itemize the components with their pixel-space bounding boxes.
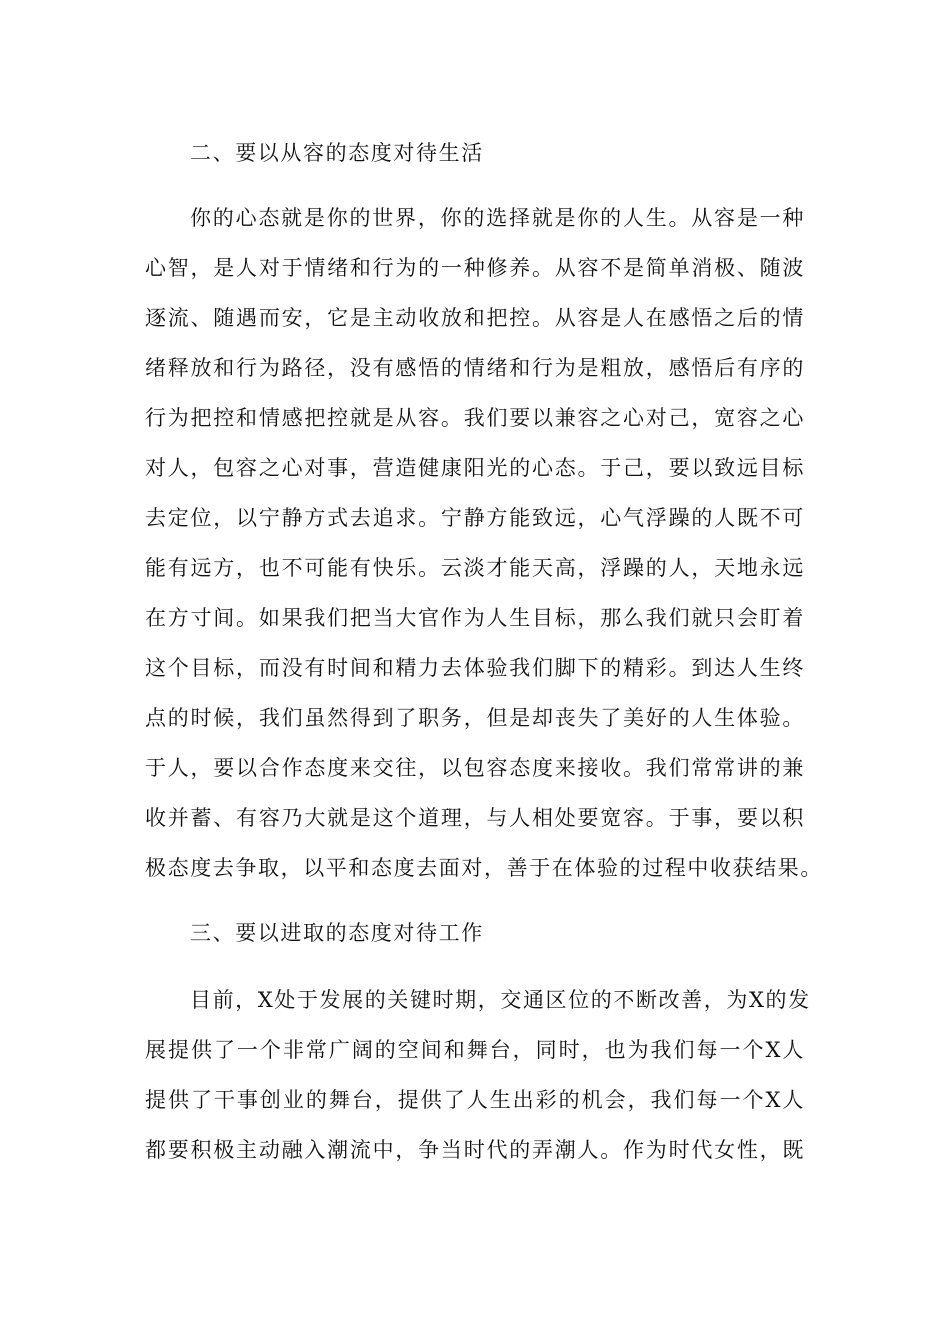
paragraph-1-line: 绪释放和行为路径，没有感悟的情绪和行为是粗放，感悟后有序的	[145, 356, 805, 380]
paragraph-1-line: 这个目标，而没有时间和精力去体验我们脚下的精彩。到达人生终	[145, 656, 805, 680]
paragraph-1-line: 行为把控和情感把控就是从容。我们要以兼容之心对己，宽容之心	[145, 406, 805, 430]
paragraph-1-line: 收并蓄、有容乃大就是这个道理，与人相处要宽容。于事，要以积	[145, 806, 805, 830]
paragraph-1-line: 你的心态就是你的世界，你的选择就是你的人生。从容是一种	[190, 206, 805, 230]
paragraph-1-line: 在方寸间。如果我们把当大官作为人生目标，那么我们就只会盯着	[145, 606, 805, 630]
paragraph-1-line: 逐流、随遇而安，它是主动收放和把控。从容是人在感悟之后的情	[145, 306, 805, 330]
paragraph-1-line: 点的时候，我们虽然得到了职务，但是却丧失了美好的人生体验。	[145, 706, 805, 730]
paragraph-1-line: 极态度去争取，以平和态度去面对，善于在体验的过程中收获结果。	[145, 856, 823, 880]
paragraph-1-line: 能有远方，也不可能有快乐。云淡才能天高，浮躁的人，天地永远	[145, 556, 805, 580]
paragraph-1-line: 于人，要以合作态度来交往，以包容态度来接收。我们常常讲的兼	[145, 756, 805, 780]
section-heading-3: 三、要以进取的态度对待工作	[190, 921, 484, 945]
paragraph-2-line: 提供了干事创业的舞台，提供了人生出彩的机会，我们每一个X人	[145, 1088, 805, 1112]
paragraph-1-line: 对人，包容之心对事，营造健康阳光的心态。于己，要以致远目标	[145, 456, 805, 480]
paragraph-2-line: 都要积极主动融入潮流中，争当时代的弄潮人。作为时代女性，既	[145, 1138, 805, 1162]
section-heading-2: 二、要以从容的态度对待生活	[190, 141, 484, 165]
paragraph-2-line: 目前，X处于发展的关键时期，交通区位的不断改善，为X的发	[190, 988, 811, 1012]
paragraph-2-line: 展提供了一个非常广阔的空间和舞台，同时，也为我们每一个X人	[145, 1038, 805, 1062]
paragraph-1-line: 去定位，以宁静方式去追求。宁静方能致远，心气浮躁的人既不可	[145, 506, 805, 530]
paragraph-1-line: 心智，是人对于情绪和行为的一种修养。从容不是简单消极、随波	[145, 256, 805, 280]
